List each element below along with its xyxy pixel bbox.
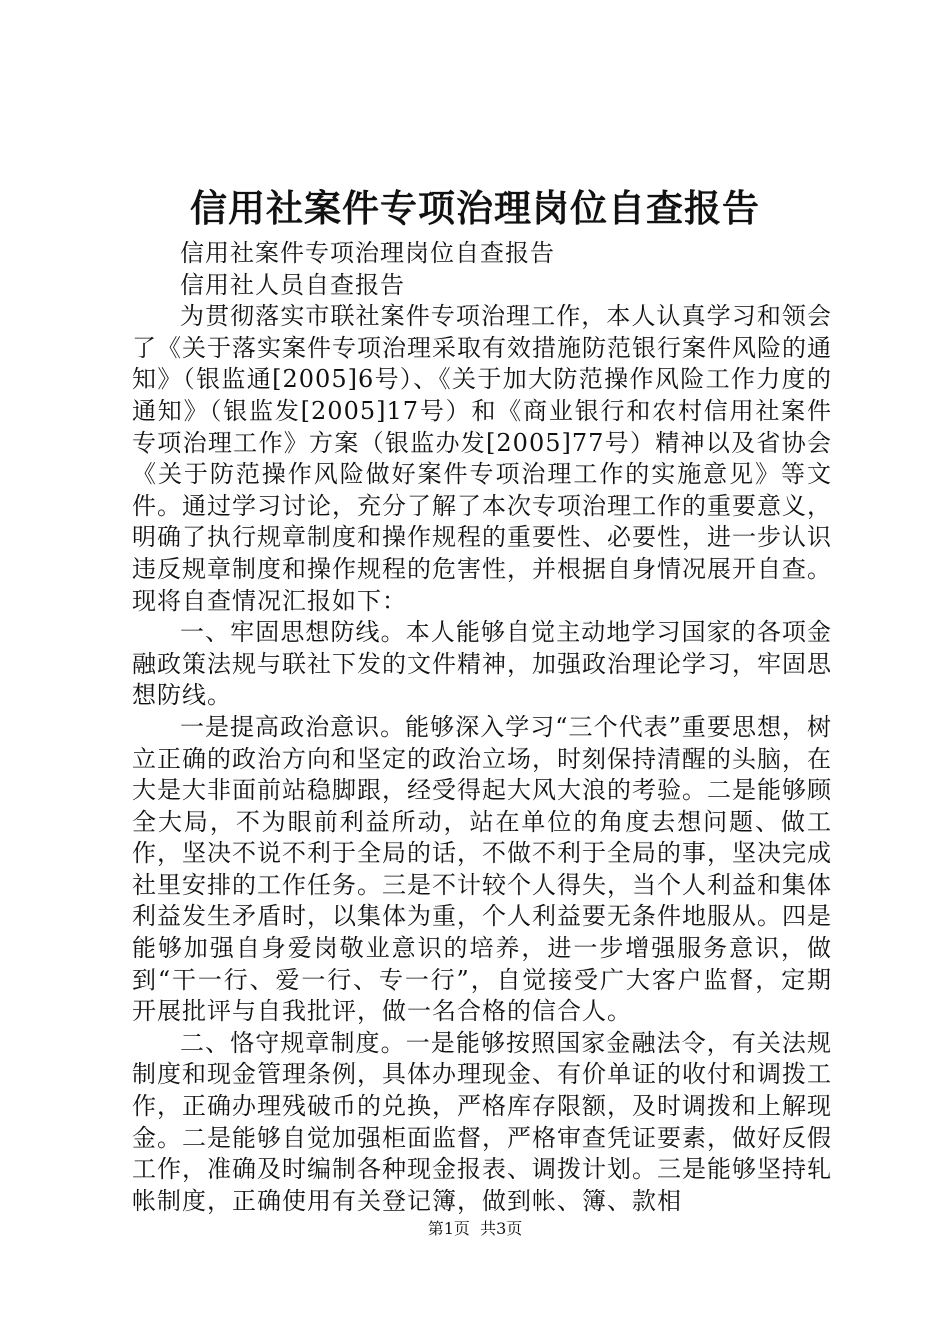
subtitle-line: 信用社案件专项治理岗位自查报告 xyxy=(180,239,555,267)
page-total: 共3页 xyxy=(480,1219,523,1238)
body-paragraph: 一、牢固思想防线。本人能够自觉主动地学习国家的各项金融政策法规与联社下发的文件精神，加强政治理论学习，牢固思想防线。 xyxy=(132,618,832,710)
footer-separator xyxy=(470,1219,480,1238)
page-footer xyxy=(0,1218,950,1240)
document-body xyxy=(132,238,832,1217)
page-number: 第1页 xyxy=(427,1219,470,1238)
document-title: 信用社案件专项治理岗位自查报告 xyxy=(190,186,760,230)
body-paragraph: 二、恪守规章制度。一是能够按照国家金融法令，有关法规制度和现金管理条例，具体办理现金、有价单证的收付和调拨工作，正确办理残破币的兑换，严格库存限额，及时调拨和上解现金。二是能够自觉加强柜面监督，严格审查凭证要素，做好反假工作，准确及时编制各种现金报表、调拨计划。三是能够坚持轧帐制度，正确使用有关登记簿，做到帐、簿、款相 xyxy=(132,1028,832,1215)
subtitle-line: 信用社人员自查报告 xyxy=(180,270,405,299)
body-paragraph: 一是提高政治意识。能够深入学习“三个代表”重要思想，树立正确的政治方向和坚定的政治立场，时刻保持清醒的头脑，在大是大非面前站稳脚跟，经受得起大风大浪的考验。二是能够顾全大局，不为眼前利益所动，站在单位的角度去想问题、做工作，坚决不说不利于全局的话，不做不利于全局的事，坚决完成社里安排的工作任务。三是不计较个人得失，当个人利益和集体利益发生矛盾时，以集体为重，个人利益要无条件地服从。四是能够加强自身爱岗敬业意识的培养，进一步增强服务意识，做到“干一行、爱一行、专一行”，自觉接受广大客户监督，定期开展批评与自我批评，做一名合格的信合人。 xyxy=(132,712,832,1026)
body-paragraph: 为贯彻落实市联社案件专项治理工作，本人认真学习和领会了《关于落实案件专项治理采取有效措施防范银行案件风险的通知》（银监通[2005]6号）、《关于加大防范操作风险工作力度的通知》（银监发[2005]17号）和《商业银行和农村信用社案件专项治理工作》方案（银监办发[2005]77号）精神以及省协会《关于防范操作风险做好案件专项治理工作的实施意见》等文件。通过学习讨论，充分了解了本次专项治理工作的重要意义，明确了执行规章制度和操作规程的重要性、必要性，进一步认识违反规章制度和操作规程的危害性，并根据自身情况展开自查。现将自查情况汇报如下： xyxy=(132,302,832,615)
